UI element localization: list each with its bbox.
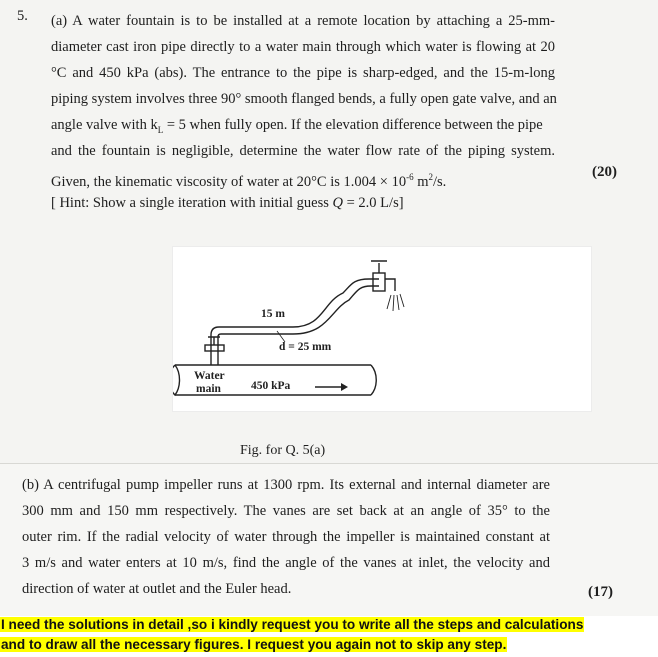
gate-valve (205, 345, 224, 351)
kl-rest-text: = 5 when fully open. If the elevation difference between the pipe (163, 117, 543, 133)
part-a-line-6: and the fountain is negligible, determine the water flow rate of the piping system. (51, 143, 555, 159)
question-number: 5. (17, 8, 28, 24)
part-a-line-4: piping system involves three 90° smooth flanged bends, a fully open gate valve, and an (51, 91, 557, 107)
fountain-handle (371, 261, 387, 273)
part-a-text (51, 8, 555, 216)
viscosity-unit: m (413, 173, 429, 190)
flow-arrow-head (341, 383, 348, 391)
water-spray (387, 294, 404, 311)
part-a-line-7 (51, 164, 555, 190)
request-line-1: I need the solutions in detail ,so i kindly request you to write all the steps and calculations (1, 617, 584, 632)
main-label-2: main (196, 383, 221, 395)
fountain-figure (172, 246, 592, 412)
part-b-line-2: 300 mm and 150 mm respectively. The vanes are set back at an angle of 35° to the (22, 503, 550, 519)
part-b-line-5: direction of water at outlet and the Euler head. (22, 581, 292, 597)
part-a-line-3: °C and 450 kPa (abs). The entrance to the pipe is sharp-edged, and the 15-m-long (51, 65, 555, 81)
main-label-1: Water (194, 370, 225, 382)
hint-variable: Q (332, 195, 343, 211)
bend-top (293, 279, 369, 327)
pressure-label: 450 kPa (251, 380, 291, 392)
fountain-feed (369, 279, 379, 286)
part-a-line-1: (a) A water fountain is to be installed at a remote location by attaching a 25-mm- (51, 13, 555, 29)
request-line-2: and to draw all the necessary figures. I request you again not to skip any step. (1, 637, 507, 652)
length-label: 15 m (261, 308, 285, 320)
hint-text: [ Hint: Show a single iteration with initial guess (51, 195, 333, 211)
figure-caption: Fig. for Q. 5(a) (240, 443, 326, 458)
part-b-line-4: 3 m/s and water enters at 10 m/s, find the angle of the vanes at inlet, the velocity and (22, 555, 550, 571)
part-a-line-2: diameter cast iron pipe directly to a water main through which water is flowing at 20 (51, 39, 555, 55)
viscosity-unit-exponent: 2 (428, 172, 433, 182)
viscosity-end: /s. (432, 173, 447, 190)
fountain-diagram (173, 247, 591, 411)
part-b-text (22, 472, 550, 602)
riser-inner (218, 334, 221, 365)
hint-rest: = 2.0 L/s] (343, 195, 404, 211)
part-a-marks: (20) (592, 164, 617, 180)
viscosity-text: Given, the kinematic viscosity of water at 20°C is 1.004 × 10 (51, 173, 407, 190)
main-left-end (173, 365, 180, 395)
diameter-label: d = 25 mm (279, 341, 332, 353)
part-b-line-1: (b) A centrifugal pump impeller runs at 1300 rpm. Its external and internal diameter are (22, 477, 550, 493)
fountain-head (373, 273, 385, 291)
fountain-spout (385, 279, 395, 291)
part-b-line-3: outer rim. If the radial velocity of water through the impeller is maintained constant at (22, 529, 550, 545)
kl-text: angle valve with k (51, 117, 158, 133)
viscosity-exponent: -6 (406, 172, 414, 182)
part-b-marks: (17) (588, 584, 613, 600)
user-request (0, 615, 658, 657)
part-a-hint (51, 190, 555, 216)
main-right-end (371, 365, 376, 395)
kl-subscript: L (157, 124, 164, 135)
bend-bottom (293, 286, 371, 334)
part-a-line-5 (51, 112, 555, 138)
